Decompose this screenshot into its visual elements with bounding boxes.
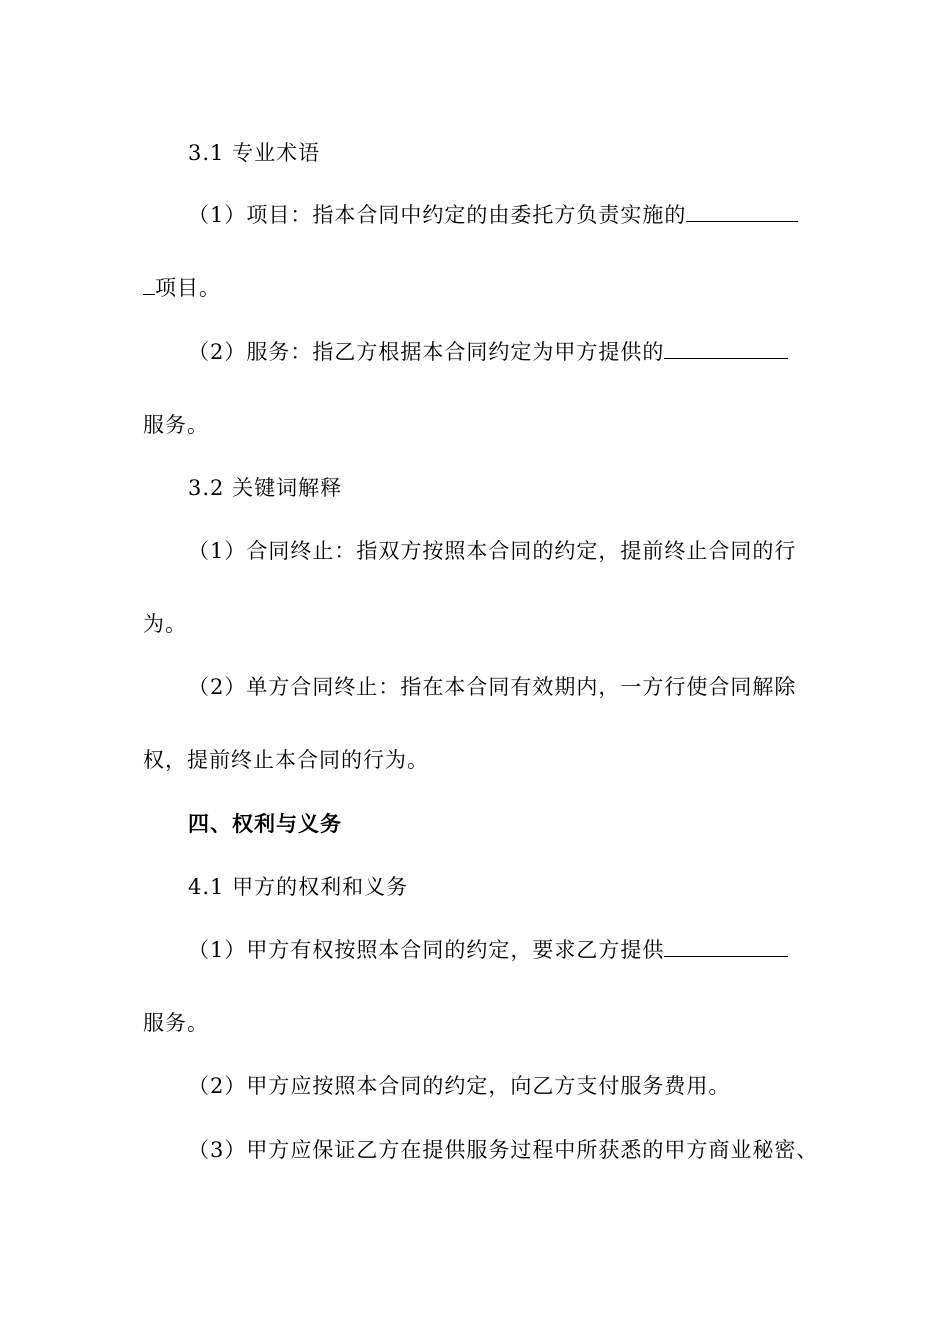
fill-in-blank bbox=[686, 203, 798, 222]
paragraph-line: （2）单方合同终止：指在本合同有效期内，一方行使合同解除 bbox=[188, 675, 797, 699]
paragraph-line: 为。 bbox=[143, 612, 187, 636]
section-heading-3-2: 3.2 关键词解释 bbox=[188, 476, 343, 500]
paragraph-line: （2）服务：指乙方根据本合同约定为甲方提供的 bbox=[143, 337, 878, 367]
paragraph-line: 项目。 bbox=[143, 273, 833, 303]
paragraph-line: （1）甲方有权按照本合同的约定，要求乙方提供 bbox=[143, 935, 878, 965]
paragraph-line: （3）甲方应保证乙方在提供服务过程中所获悉的甲方商业秘密、 bbox=[188, 1138, 819, 1162]
fill-in-blank bbox=[664, 340, 788, 359]
section-heading-4-1: 4.1 甲方的权利和义务 bbox=[188, 875, 409, 899]
paragraph-line: （2）甲方应按照本合同的约定，向乙方支付服务费用。 bbox=[188, 1074, 731, 1098]
fill-in-blank bbox=[143, 276, 155, 295]
paragraph-line: （1）合同终止：指双方按照本合同的约定，提前终止合同的行 bbox=[188, 539, 797, 563]
paragraph-line: 服务。 bbox=[143, 413, 209, 437]
fill-in-blank bbox=[664, 938, 788, 957]
paragraph-line: 服务。 bbox=[143, 1011, 209, 1035]
chapter-heading: 四、权利与义务 bbox=[188, 811, 342, 836]
paragraph-line: 权，提前终止本合同的行为。 bbox=[143, 748, 429, 772]
paragraph-line: （1）项目：指本合同中约定的由委托方负责实施的 bbox=[143, 200, 878, 230]
section-heading-3-1: 3.1 专业术语 bbox=[188, 141, 321, 165]
